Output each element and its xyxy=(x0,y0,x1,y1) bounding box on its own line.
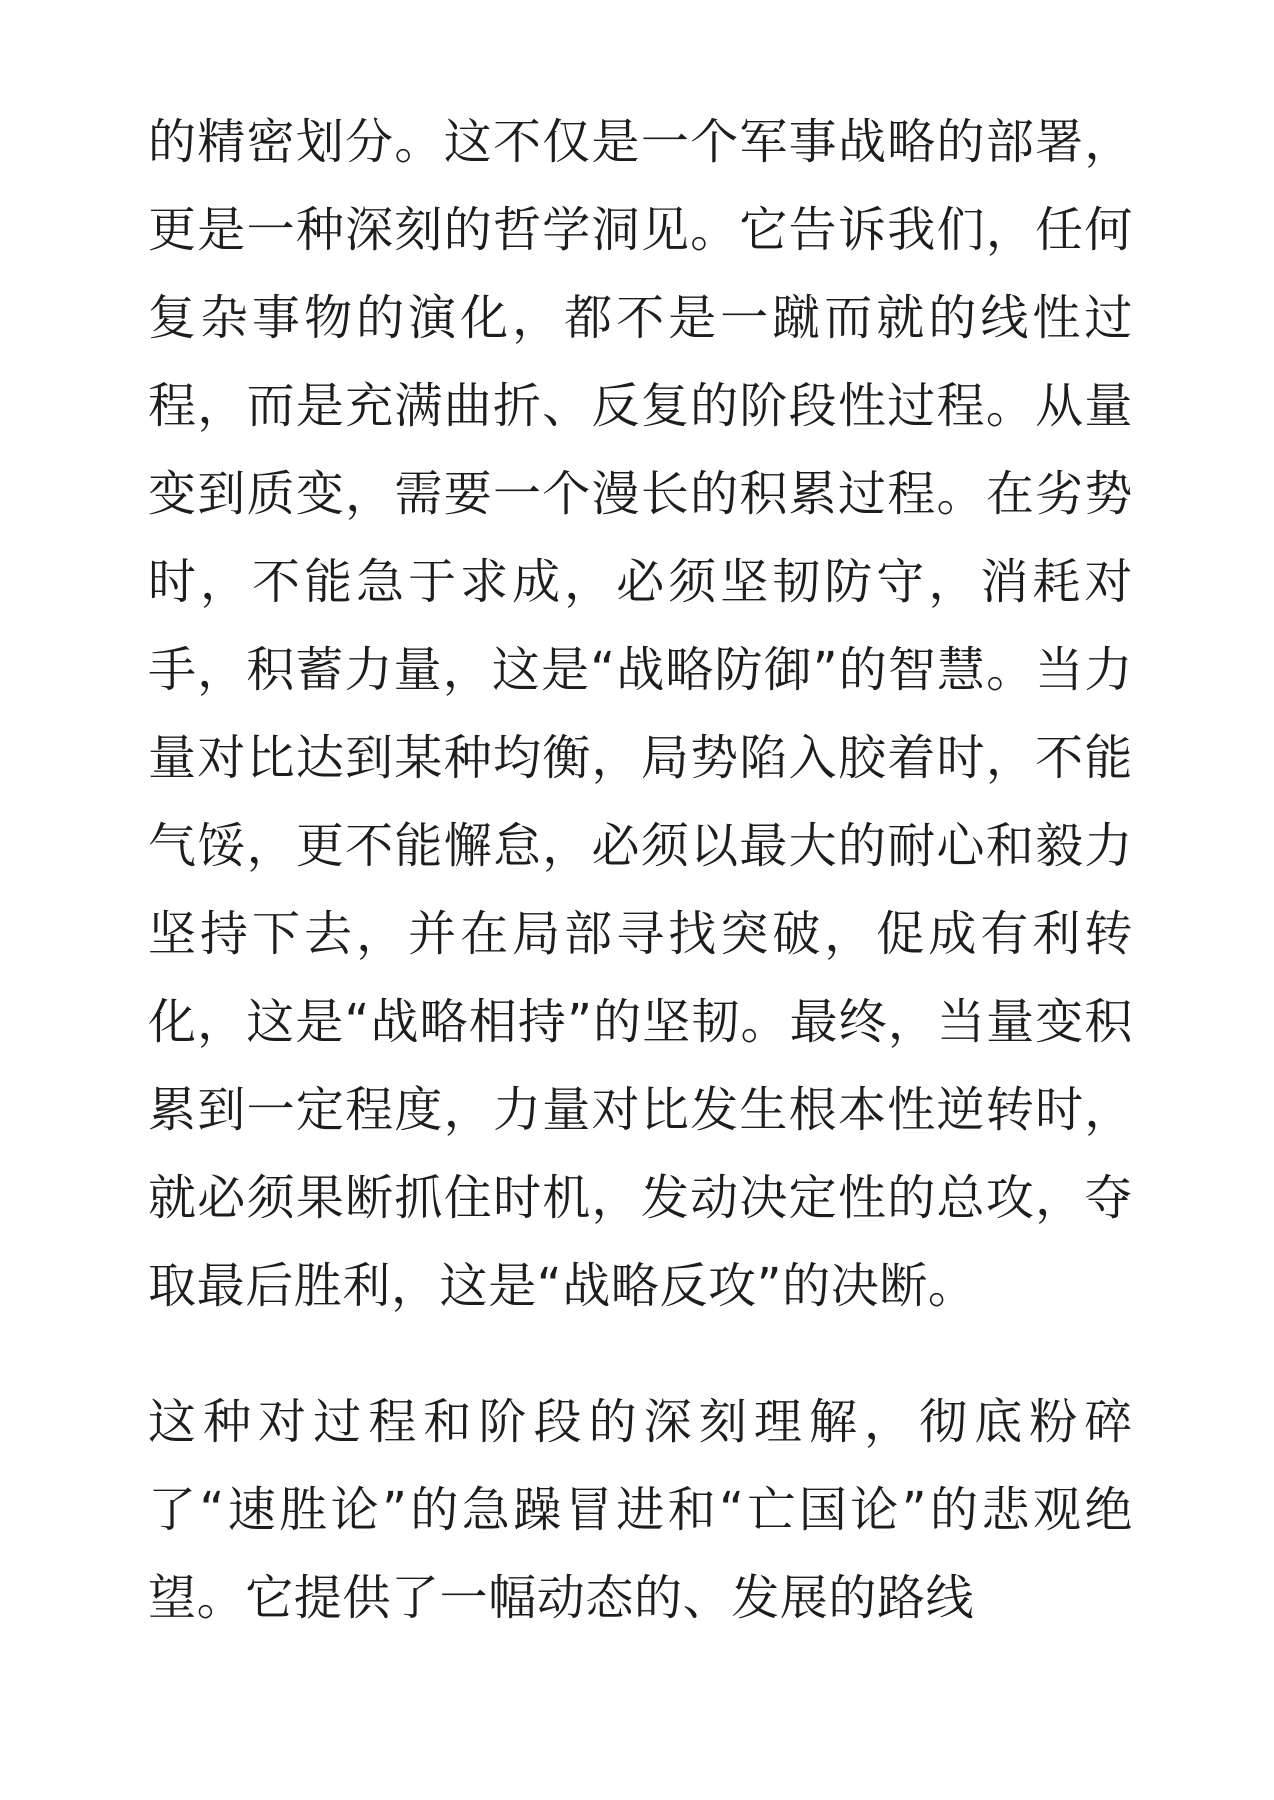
article-body xyxy=(148,98,1133,1642)
paragraph-process-understanding: 这种对过程和阶段的深刻理解，彻底粉碎了“速胜论”的急躁冒进和“亡国论”的悲观绝望。它提供了一幅动态的、发展的路线 xyxy=(148,1394,1133,1626)
paragraph-strategic-stages: 的精密划分。这不仅是一个军事战略的部署，更是一种深刻的哲学洞见。它告诉我们，任何复杂事物的演化，都不是一蹴而就的线性过程，而是充满曲折、反复的阶段性过程。从量变到质变，需要一个漫长的积累过程。在劣势时，不能急于求成，必须坚韧防守，消耗对手，积蓄力量，这是“战略防御”的智慧。当力量对比达到某种均衡，局势陷入胶着时，不能气馁，更不能懈怠，必须以最大的耐心和毅力坚持下去，并在局部寻找突破，促成有利转化，这是“战略相持”的坚韧。最终，当量变积累到一定程度，力量对比发生根本性逆转时，就必须果断抓住时机，发动决定性的总攻，夺取最后胜利，这是“战略反攻”的决断。 xyxy=(148,114,1133,1314)
